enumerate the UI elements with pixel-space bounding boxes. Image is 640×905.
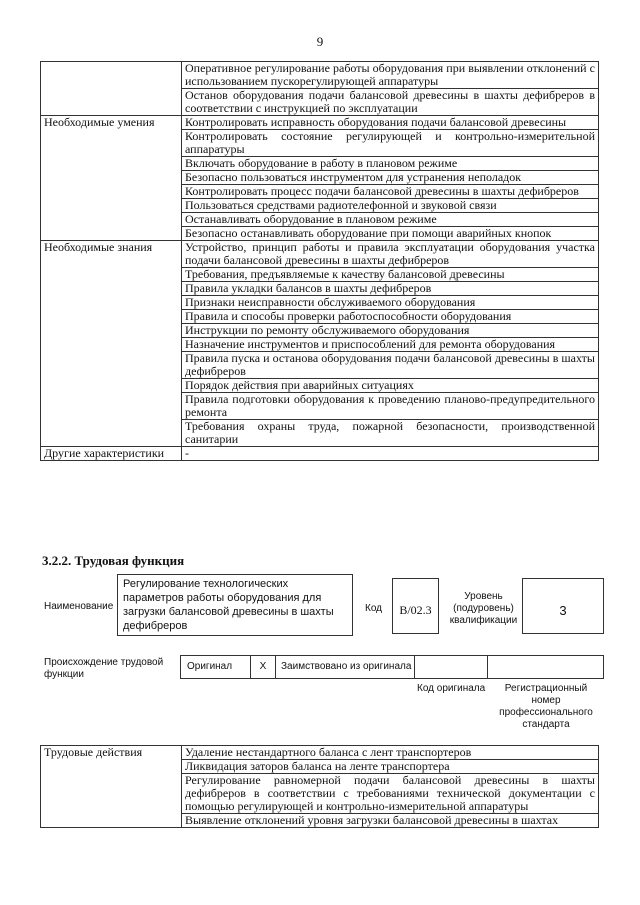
page-number: 9 bbox=[316, 34, 324, 49]
row-value: Безопасно пользоваться инструментом для устранения неполадок bbox=[182, 171, 599, 185]
row-value: Контролировать исправность оборудования подачи балансовой древесины bbox=[182, 116, 599, 130]
function-code-box: B/02.3 bbox=[392, 578, 439, 634]
function-name-box: Регулирование технологических параметров работы оборудования для загрузки балансовой древесины в шахты дефибреров bbox=[117, 574, 353, 636]
row-value: Оперативное регулирование работы оборудования при выявлении отклонений с использованием пускорегулирующей аппаратуры bbox=[182, 62, 599, 89]
section-title: 3.2.2. Трудовая функция bbox=[42, 553, 185, 568]
table-row bbox=[41, 116, 599, 130]
row-value: Останавливать оборудование в плановом режиме bbox=[182, 213, 599, 227]
original-cell: Оригинал bbox=[181, 656, 251, 678]
registration-number-cell bbox=[487, 656, 604, 678]
row-value: Правила подготовки оборудования к проведению планово-предупредительного ремонта bbox=[182, 393, 599, 420]
row-value: Регулирование равномерной подачи балансовой древесины в шахты дефибреров в соответствии с требованиями технической документации с помощью регулирующей и контрольно-измерительной аппаратуры bbox=[182, 774, 599, 814]
row-value: Требования охраны труда, пожарной безопасности, производственной санитарии bbox=[182, 420, 599, 447]
original-code-label: Код оригинала bbox=[417, 683, 486, 694]
labor-actions-label: Трудовые действия bbox=[41, 746, 182, 828]
table-row bbox=[41, 62, 599, 89]
row-value: Выявление отклонений уровня загрузки балансовой древесины в шахтах bbox=[182, 814, 599, 828]
labor-actions-table bbox=[40, 745, 599, 828]
row-value: Правила укладки балансов в шахты дефибреров bbox=[182, 282, 599, 296]
row-value: Контролировать состояние регулирующей и контрольно-измерительной аппаратуры bbox=[182, 130, 599, 157]
qualification-level-box: 3 bbox=[522, 578, 604, 634]
skills-label: Необходимые умения bbox=[41, 116, 182, 241]
table-row bbox=[41, 241, 599, 268]
row-value: Требования, предъявляемые к качеству балансовой древесины bbox=[182, 268, 599, 282]
row-value: Ликвидация заторов баланса на ленте транспортера bbox=[182, 760, 599, 774]
origin-code-cell bbox=[415, 656, 488, 678]
registration-number-label: Регистрационный номер профессионального стандарта bbox=[499, 683, 593, 730]
knowledge-label: Необходимые знания bbox=[41, 241, 182, 447]
row-value: Назначение инструментов и приспособлений для ремонта оборудования bbox=[182, 338, 599, 352]
row-label bbox=[41, 62, 182, 116]
other-characteristics-label: Другие характеристики bbox=[41, 447, 182, 461]
row-value: Инструкции по ремонту обслуживаемого оборудования bbox=[182, 324, 599, 338]
row-value: - bbox=[182, 447, 599, 461]
origin-row bbox=[180, 655, 604, 679]
row-value: Включать оборудование в работу в плановом режиме bbox=[182, 157, 599, 171]
original-mark: X bbox=[251, 656, 276, 678]
row-value: Порядок действия при аварийных ситуациях bbox=[182, 379, 599, 393]
borrowed-cell: Заимствовано из оригинала bbox=[275, 656, 415, 678]
table-row bbox=[41, 447, 599, 461]
table-row bbox=[41, 746, 599, 760]
origin-label: Происхождение трудовой функции bbox=[44, 657, 164, 680]
row-value: Останов оборудования подачи балансовой древесины в шахты дефибреров в соответствии с инструкцией по эксплуатации bbox=[182, 89, 599, 116]
level-label: Уровень (подуровень) квалификации bbox=[449, 591, 518, 626]
row-value: Правила пуска и останова оборудования подачи балансовой древесины в шахты дефибреров bbox=[182, 352, 599, 379]
requirements-table bbox=[40, 61, 599, 461]
name-label: Наименование bbox=[44, 601, 114, 612]
row-value: Пользоваться средствами радиотелефонной и звуковой связи bbox=[182, 199, 599, 213]
row-value: Правила и способы проверки работоспособности оборудования bbox=[182, 310, 599, 324]
row-value: Устройство, принцип работы и правила эксплуатации оборудования участка подачи балансовой древесины в шахты дефибреров bbox=[182, 241, 599, 268]
row-value: Признаки неисправности обслуживаемого оборудования bbox=[182, 296, 599, 310]
row-value: Контролировать процесс подачи балансовой древесины в шахты дефибреров bbox=[182, 185, 599, 199]
row-value: Удаление нестандартного баланса с лент транспортеров bbox=[182, 746, 599, 760]
code-label: Код bbox=[365, 603, 383, 614]
row-value: Безопасно останавливать оборудование при помощи аварийных кнопок bbox=[182, 227, 599, 241]
